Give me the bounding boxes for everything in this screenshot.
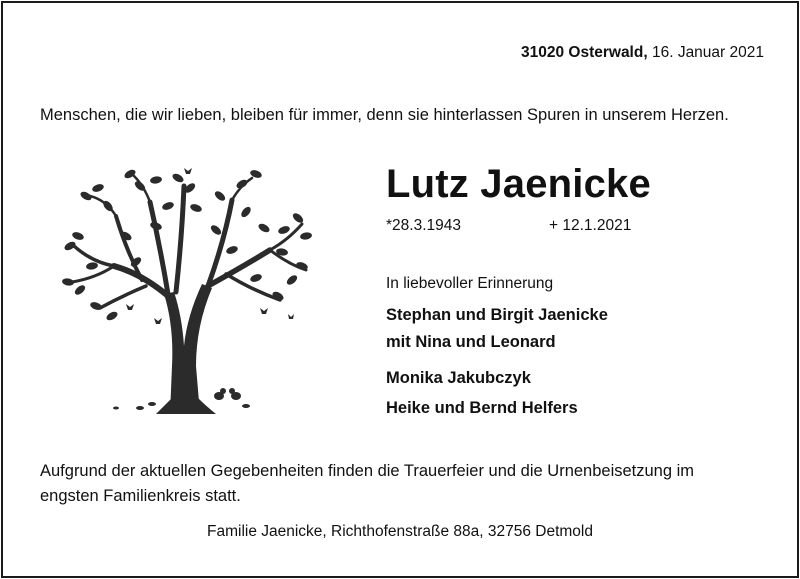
remembrance-intro: In liebevoller Erinnerung	[386, 275, 554, 292]
mourner-name: Heike und Bernd Helfers	[386, 399, 578, 417]
dateline	[521, 44, 764, 62]
mourner-name: mit Nina und Leonard	[386, 333, 556, 351]
deceased-name: Lutz Jaenicke	[386, 162, 651, 206]
family-address: Familie Jaenicke, Richthofenstraße 88a, 32756 Detmold	[207, 523, 593, 540]
mourner-name: Stephan und Birgit Jaenicke	[386, 306, 608, 324]
mourner-name: Monika Jakubczyk	[386, 369, 531, 387]
funeral-notice: Aufgrund der aktuellen Gegebenheiten finden die Trauerfeier und die Urnenbeisetzung im engsten Familienkreis statt.	[40, 462, 695, 505]
motto-quote: Menschen, die wir lieben, bleiben für immer, denn sie hinterlassen Spuren in unserem Herzen.	[40, 106, 729, 124]
death-date: + 12.1.2021	[549, 217, 632, 234]
birth-date: *28.3.1943	[386, 217, 461, 234]
tree-with-birds-and-butterflies-icon	[56, 166, 314, 414]
dateline-date: 16. Januar 2021	[647, 44, 764, 61]
dateline-place: 31020 Osterwald,	[520, 44, 648, 61]
